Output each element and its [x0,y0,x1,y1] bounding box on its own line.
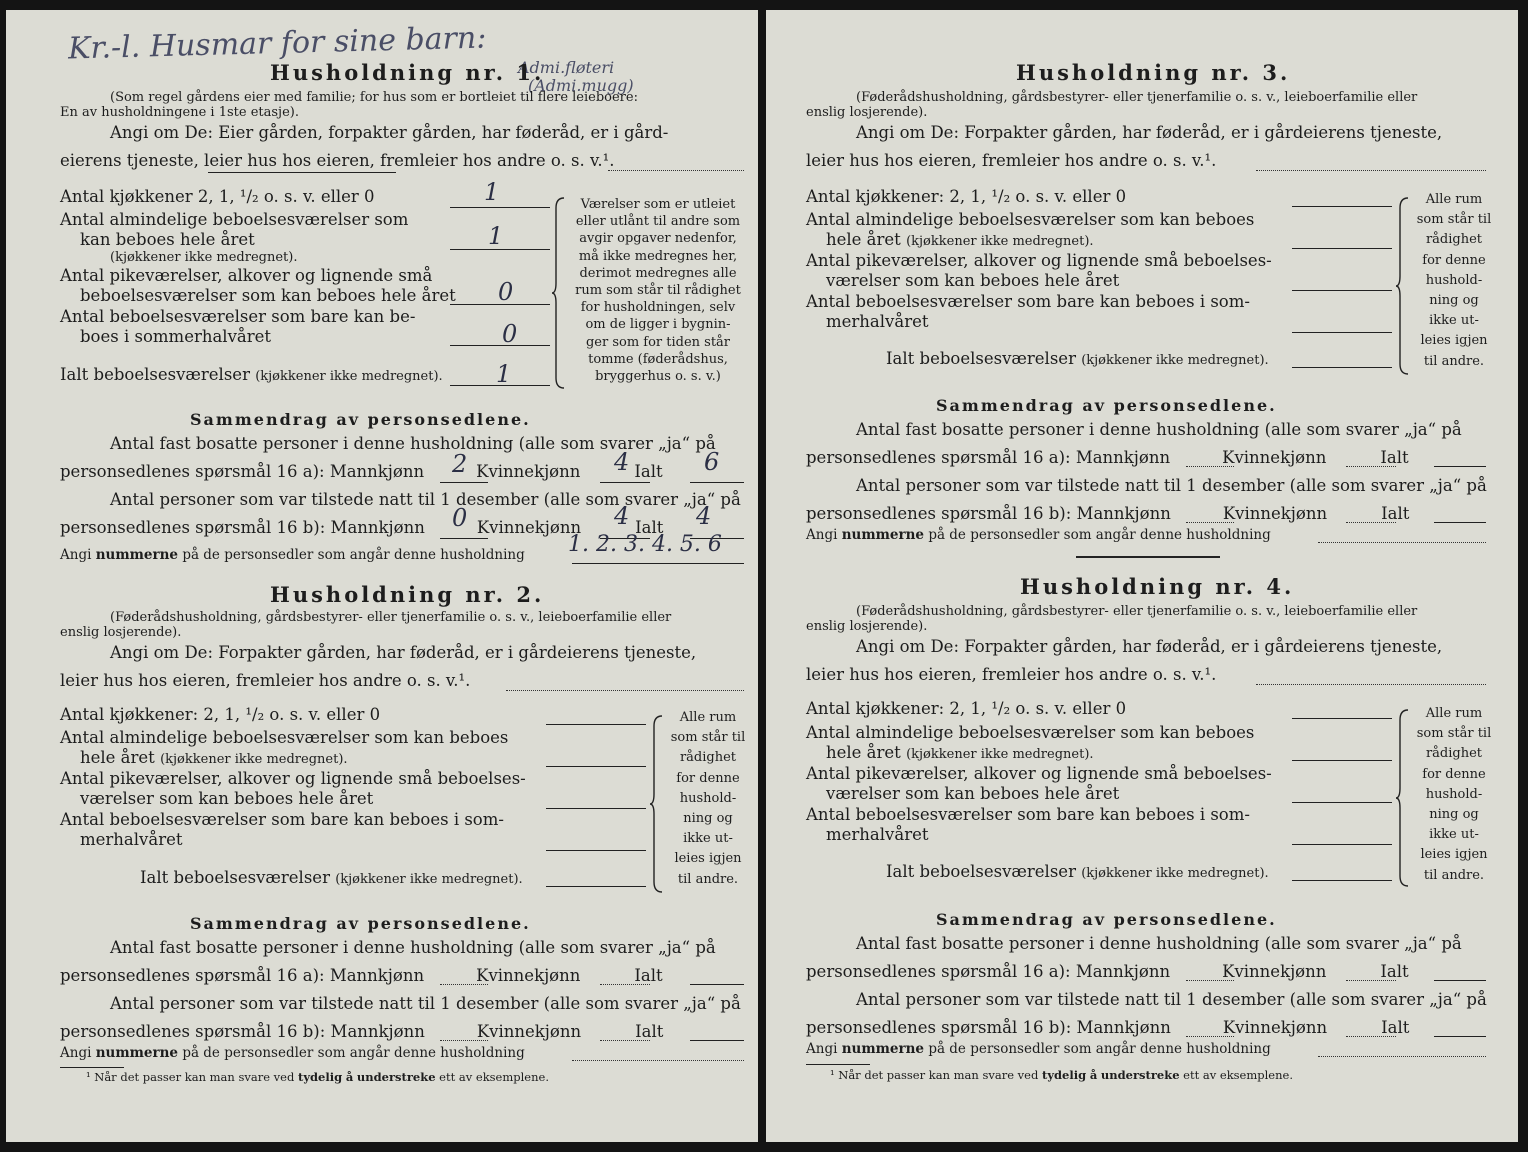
h3-numbers-label: Angi nummerne på de personsedler som angår denne husholdning [806,527,1271,543]
h4-q-alm-line1: Antal almindelige beboelsesværelser som kan beboes [806,723,1255,742]
h2-numbers-label: Angi nummerne på de personsedler som angår denne husholdning [60,1045,525,1061]
h1-answer-sommer: 0 [502,320,518,348]
h3-side-note: Alle rum som står til rådighet for denne hushold- ning og ikke ut- leies igjen til andre. [1416,192,1492,369]
h2-answer-line-pike [546,808,646,809]
h3-q-alm-line1: Antal almindelige beboelsesværelser som kan beboes [806,210,1255,229]
h1-numbers: 1. 2. 3. 4. 5. 6 [568,532,722,557]
h1-q-pike-line1: Antal pikeværelser, alkover og lignende små [60,266,433,285]
h4-summary-a-line2: personsedlenes spørsmål 16 a): Mannkjønn Kvinnekjønn Ialt [806,962,1409,981]
h2-angi-line2: leier hus hos eieren, fremleier hos andre o. s. v.¹. [60,671,471,690]
h3-summary-a-line2: personsedlenes spørsmål 16 a): Mannkjønn Kvinnekjønn Ialt [806,448,1409,467]
h1-summary-b-line2: personsedlenes spørsmål 16 b): Mannkjønn Kvinnekjønn Ialt [60,518,664,537]
h3-angi-line2: leier hus hos eieren, fremleier hos andre o. s. v.¹. [806,151,1217,170]
h1-title: Husholdning nr. 1. [270,60,545,85]
h4-q-pike-line1: Antal pikeværelser, alkover og lignende små beboelses- [806,764,1272,783]
h3-q-alm-line2: hele året (kjøkkener ikke medregnet). [826,230,1094,249]
h2-q-alm-line1: Antal almindelige beboelsesværelser som kan beboes [60,728,509,747]
h1-answer-total: 1 [496,360,512,388]
h2-q-pike-line1: Antal pikeværelser, alkover og lignende små beboelses- [60,769,526,788]
h1-b-mann: 0 [452,504,468,532]
h2-answer-line-total [546,886,646,887]
h1-q-total-label: Ialt beboelsesværelser [60,365,250,384]
h4-q-pike-line2: værelser som kan beboes hele året [826,784,1120,803]
h3-q-kjokken: Antal kjøkkener: 2, 1, ¹/₂ o. s. v. eller 0 [806,187,1127,206]
h1-a-ialt-line [690,482,744,483]
h3-q-sommer-line1: Antal beboelsesværelser som bare kan beboes i som- [806,292,1250,311]
h4-q-alm-line2: hele året (kjøkkener ikke medregnet). [826,743,1094,762]
h1-answer-line-kjokken [450,207,550,208]
h1-angi-line2: eierens tjeneste, leier hus hos eieren, fremleier hos andre o. s. v.¹. [60,151,615,170]
h2-q-kjokken: Antal kjøkkener: 2, 1, ¹/₂ o. s. v. eller 0 [60,705,381,724]
h1-note-line2: En av husholdningene i 1ste etasje). [60,105,299,120]
h1-answer-pike: 0 [498,278,514,306]
right-page [766,10,1518,1142]
h1-a-mann-line [440,482,488,483]
h2-summary-b-line2: personsedlenes spørsmål 16 b): Mannkjønn Kvinnekjønn Ialt [60,1022,664,1041]
h2-angi-line1: Angi om De: Forpakter gården, har føderåd, er i gårdeierens tjeneste, [110,643,697,662]
h1-q-sommer-line1: Antal beboelsesværelser som bare kan be- [60,307,416,326]
section-divider [1076,556,1220,558]
h3-title: Husholdning nr. 3. [1016,60,1291,85]
h4-summary-a-line1: Antal fast bosatte personer i denne husholdning (alle som svarer „ja“ på [856,934,1462,953]
h3-q-pike-line1: Antal pikeværelser, alkover og lignende små beboelses- [806,251,1272,270]
h1-a-mann: 2 [452,450,468,478]
h3-summary-b-line2: personsedlenes spørsmål 16 b): Mannkjønn Kvinnekjønn Ialt [806,504,1410,523]
h1-side-note: Værelser som er utleiet eller utlånt til andre som avgir opgaver nedenfor, må ikke medregnes her, derimot medregnes alle rum som står til rådighet for husholdningen, selv om de ligger i bygnin- ger som for tiden står tomme (føderådshus, bryggerhus o. s. v.) [575,197,741,385]
h2-summary-a-line2: personsedlenes spørsmål 16 a): Mannkjønn Kvinnekjønn Ialt [60,966,663,985]
h1-summary-b-line1: Antal personer som var tilstede natt til 1 desember (alle som svarer „ja“ på [110,490,741,509]
h2-note-line2: enslig losjerende). [60,625,182,640]
h1-angi-line1: Angi om De: Eier gården, forpakter gården, har føderåd, er i gård- [110,123,669,142]
h2-answer-line-sommer [546,850,646,851]
h2-q-pike-line2: værelser som kan beboes hele året [80,789,374,808]
h4-summary-title: Sammendrag av personsedlene. [936,910,1277,929]
h1-a-kvinne-line [600,482,650,483]
h1-summary-a-line1: Antal fast bosatte personer i denne husholdning (alle som svarer „ja“ på [110,434,716,453]
h1-b-ialt: 4 [696,502,712,530]
h1-answer-alm: 1 [488,222,504,250]
h2-q-alm-line2: hele året (kjøkkener ikke medregnet). [80,748,348,767]
h1-answer-kjokken: 1 [484,178,500,206]
h2-angi-dots [506,690,744,691]
h4-q-total: Ialt beboelsesværelser (kjøkkener ikke medregnet). [886,862,1269,881]
h1-a-ialt: 6 [704,448,720,476]
left-footnote: ¹ Når det passer kan man svare ved tydelig å understreke ett av eksemplene. [86,1070,549,1084]
h4-q-sommer-line1: Antal beboelsesværelser som bare kan beboes i som- [806,805,1250,824]
h1-q-total [60,365,443,384]
h1-q-alm-line2: kan beboes hele året [80,230,255,249]
h2-summary-a-line1: Antal fast bosatte personer i denne husholdning (alle som svarer „ja“ på [110,938,716,957]
h1-q-total-note: (kjøkkener ikke medregnet). [255,369,443,384]
h4-note-line1: (Føderådshusholdning, gårdsbestyrer- eller tjenerfamilie o. s. v., leieboerfamilie eller [856,604,1418,619]
h1-a-kvinne: 4 [614,448,630,476]
h1-numbers-line [572,563,744,564]
h4-angi-line2: leier hus hos eieren, fremleier hos andre o. s. v.¹. [806,665,1217,684]
h4-numbers-label: Angi nummerne på de personsedler som angår denne husholdning [806,1041,1271,1057]
h1-note-line1: (Som regel gårdens eier med familie; for hus som er bortleiet til flere leieboere: [110,90,638,105]
h1-b-kvinne: 4 [614,502,630,530]
h2-q-total: Ialt beboelsesværelser (kjøkkener ikke medregnet). [140,868,523,887]
h3-q-sommer-line2: merhalvåret [826,312,929,331]
handwritten-note-line2: Admi.fløteri [518,58,615,77]
h1-b-mann-line [440,538,488,539]
h3-angi-line1: Angi om De: Forpakter gården, har føderåd, er i gårdeierens tjeneste, [856,123,1443,142]
h1-answer-line-sommer [450,345,550,346]
h1-q-kjokken: Antal kjøkkener 2, 1, ¹/₂ o. s. v. eller 0 [60,187,375,206]
h4-summary-b-line1: Antal personer som var tilstede natt til 1 desember (alle som svarer „ja“ på [856,990,1487,1009]
h3-summary-a-line1: Antal fast bosatte personer i denne husholdning (alle som svarer „ja“ på [856,420,1462,439]
h1-numbers-label: Angi nummerne på de personsedler som angår denne husholdning [60,547,525,563]
left-page [6,10,758,1142]
h3-q-pike-line2: værelser som kan beboes hele året [826,271,1120,290]
h1-q-alm-note: (kjøkkener ikke medregnet). [110,250,298,265]
h2-title: Husholdning nr. 2. [270,582,545,607]
h3-summary-b-line1: Antal personer som var tilstede natt til 1 desember (alle som svarer „ja“ på [856,476,1487,495]
h1-summary-a-line2: personsedlenes spørsmål 16 a): Mannkjønn Kvinnekjønn Ialt [60,462,663,481]
h1-q-sommer-line2: boes i sommerhalvåret [80,327,272,346]
h2-side-note: Alle rum som står til rådighet for denne hushold- ning og ikke ut- leies igjen til andre. [670,710,746,887]
h3-q-total: Ialt beboelsesværelser (kjøkkener ikke medregnet). [886,349,1269,368]
h1-q-pike-line2: beboelsesværelser som kan beboes hele året [80,286,456,305]
right-footnote: ¹ Når det passer kan man svare ved tydelig å understreke ett av eksemplene. [830,1068,1293,1082]
handwritten-note-line3: (Admi.mugg) [528,76,634,95]
h2-q-sommer-line1: Antal beboelsesværelser som bare kan beboes i som- [60,810,504,829]
h3-summary-title: Sammendrag av personsedlene. [936,396,1277,415]
h4-angi-line1: Angi om De: Forpakter gården, har føderåd, er i gårdeierens tjeneste, [856,637,1443,656]
h4-title: Husholdning nr. 4. [1020,574,1295,599]
h2-answer-line-kjokken [546,724,646,725]
h2-summary-b-line1: Antal personer som var tilstede natt til 1 desember (alle som svarer „ja“ på [110,994,741,1013]
h4-q-sommer-line2: merhalvåret [826,825,929,844]
h4-side-note: Alle rum som står til rådighet for denne hushold- ning og ikke ut- leies igjen til andre. [1416,706,1492,883]
h2-summary-title: Sammendrag av personsedlene. [190,914,531,933]
h4-note-line2: enslig losjerende). [806,619,928,634]
h4-summary-b-line2: personsedlenes spørsmål 16 b): Mannkjønn Kvinnekjønn Ialt [806,1018,1410,1037]
h2-note-line1: (Føderådshusholdning, gårdsbestyrer- eller tjenerfamilie o. s. v., leieboerfamilie eller [110,610,672,625]
h1-angi-dots [608,170,744,171]
h3-note-line1: (Føderådshusholdning, gårdsbestyrer- eller tjenerfamilie o. s. v., leieboerfamilie eller [856,90,1418,105]
h1-q-alm-line1: Antal almindelige beboelsesværelser som [60,210,409,229]
h2-answer-line-alm [546,766,646,767]
h4-q-kjokken: Antal kjøkkener: 2, 1, ¹/₂ o. s. v. eller 0 [806,699,1127,718]
h3-note-line2: enslig losjerende). [806,105,928,120]
h1-summary-title: Sammendrag av personsedlene. [190,410,531,429]
h2-q-sommer-line2: merhalvåret [80,830,183,849]
h1-angi-underline [208,172,396,173]
handwritten-header-note: Kr.-l. Husmar for sine barn: [67,20,487,67]
